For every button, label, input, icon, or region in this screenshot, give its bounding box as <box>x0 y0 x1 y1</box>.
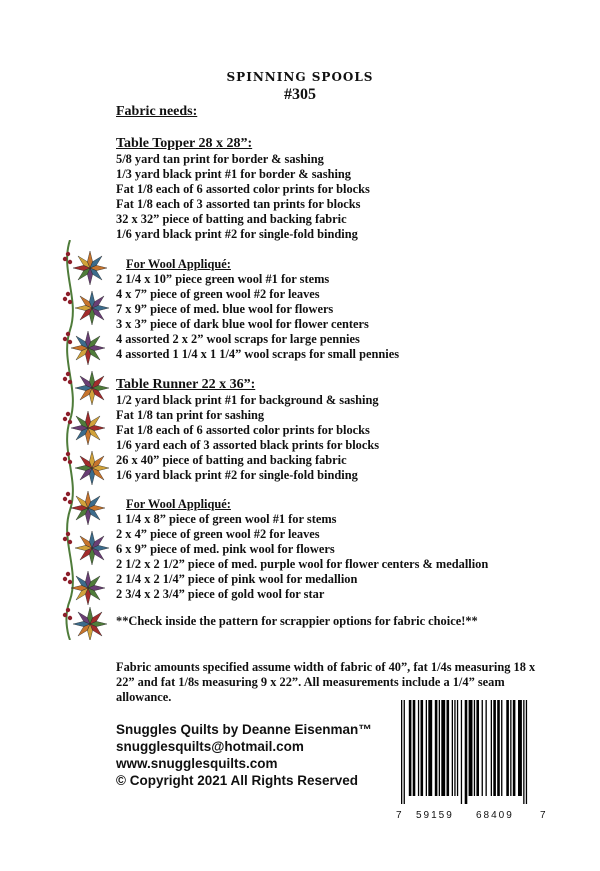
runner-wool-item: 1 1/4 x 8” piece of green wool #1 for stems <box>116 512 337 526</box>
topper-item: 1/3 yard black print #1 for border & sashing <box>116 167 351 181</box>
barcode-bar <box>454 700 455 796</box>
runner-item: 26 x 40” piece of batting and backing fabric <box>116 453 347 467</box>
barcode-bar <box>491 700 492 796</box>
barcode <box>395 700 547 808</box>
star-block-icon <box>71 491 105 525</box>
barcode-bar <box>401 700 402 804</box>
berry-icon <box>68 500 72 504</box>
barcode-bar <box>426 700 427 796</box>
barcode-bar <box>461 700 462 804</box>
topper-item: 1/6 yard black print #2 for single-fold binding <box>116 227 358 241</box>
contact-email[interactable]: snugglesquilts@hotmail.com <box>116 739 304 754</box>
star-block-icon <box>75 291 109 325</box>
barcode-bar <box>518 700 522 796</box>
topper-wool-item: 4 assorted 1 1/4 x 1 1/4” wool scraps for small pennies <box>116 347 400 361</box>
berry-icon <box>66 532 70 536</box>
berry-icon <box>68 340 72 344</box>
barcode-bar <box>435 700 438 796</box>
star-block-icon <box>73 607 107 640</box>
barcode-bar <box>526 700 527 804</box>
runner-wool-item: 6 x 9” piece of med. pink wool for flowers <box>116 542 335 556</box>
berry-icon <box>63 297 67 301</box>
berry-icon <box>68 260 72 264</box>
berry-icon <box>66 372 70 376</box>
berry-icon <box>68 540 72 544</box>
berry-icon <box>66 332 70 336</box>
barcode-bar <box>476 700 479 796</box>
berry-icon <box>68 300 72 304</box>
barcode-bar <box>506 700 509 796</box>
runner-wool-item: 2 3/4 x 2 3/4” piece of gold wool for star <box>116 587 325 601</box>
berry-icon <box>68 580 72 584</box>
berry-icon <box>63 377 67 381</box>
berry-icon <box>66 572 70 576</box>
runner-wool-item: 2 x 4” piece of green wool #2 for leaves <box>116 527 320 541</box>
barcode-bar <box>457 700 458 796</box>
website-link[interactable]: www.snugglesquilts.com <box>116 756 278 771</box>
berry-icon <box>63 457 67 461</box>
star-block-icon <box>73 251 107 285</box>
berry-icon <box>63 537 67 541</box>
fabric-note: Fabric amounts specified assume width of fabric of 40”, fat 1/4s measuring 18 x 22” and fat 1/8s measuring 9 x 22”. All measurements include a 1/4” seam allowance. <box>116 660 536 704</box>
barcode-bar <box>474 700 475 796</box>
barcode-bar <box>418 700 419 796</box>
scrappier-note: **Check inside the pattern for scrappier options for fabric choice!** <box>116 614 478 628</box>
berry-icon <box>68 616 72 620</box>
star-block-icon <box>71 571 105 605</box>
berry-icon <box>66 492 70 496</box>
runner-item: Fat 1/8 tan print for sashing <box>116 408 265 422</box>
pattern-title: SPINNING SPOOLS <box>226 70 374 84</box>
star-block-icon <box>71 411 105 445</box>
brand-name: Snuggles Quilts by Deanne Eisenman™ <box>116 722 372 737</box>
berry-icon <box>68 460 72 464</box>
berry-icon <box>66 252 70 256</box>
barcode-bar <box>501 700 502 796</box>
barcode-bar <box>441 700 445 796</box>
topper-item: Fat 1/8 each of 3 assorted tan prints for blocks <box>116 197 361 211</box>
berry-icon <box>66 412 70 416</box>
barcode-bar <box>493 700 496 796</box>
barcode-bar <box>510 700 511 796</box>
pattern-number: #305 <box>284 86 316 103</box>
berry-icon <box>66 608 70 612</box>
barcode-digits-left: 59159 <box>416 810 454 821</box>
topper-item: 5/8 yard tan print for border & sashing <box>116 152 324 166</box>
runner-item: Fat 1/8 each of 6 assorted color prints for blocks <box>116 423 370 437</box>
fabric-needs-label: Fabric needs: <box>116 104 198 119</box>
barcode-bar <box>404 700 405 804</box>
berry-icon <box>63 417 67 421</box>
barcode-bar <box>409 700 412 796</box>
barcode-bar <box>523 700 524 804</box>
barcode-bar <box>497 700 500 796</box>
berry-icon <box>66 452 70 456</box>
runner-item: 1/6 yard each of 3 assorted black prints for blocks <box>116 438 380 452</box>
topper-wool-item: 4 assorted 2 x 2” wool scraps for large pennies <box>116 332 360 346</box>
berry-icon <box>63 337 67 341</box>
star-block-icon <box>75 531 109 565</box>
runner-item: 1/2 yard black print #1 for background & sashing <box>116 393 379 407</box>
barcode-digit-last: 7 <box>540 810 546 821</box>
star-vine-border <box>58 240 114 640</box>
berry-icon <box>68 420 72 424</box>
barcode-bar <box>439 700 440 796</box>
star-block-icon <box>75 371 109 405</box>
berry-icon <box>63 577 67 581</box>
barcode-bar <box>513 700 516 796</box>
barcode-bar <box>421 700 424 796</box>
runner-wool-item: 2 1/2 x 2 1/2” piece of med. purple wool for flower centers & medallion <box>116 557 489 571</box>
barcode-bar <box>469 700 473 796</box>
topper-wool-heading: For Wool Appliqué: <box>126 257 231 271</box>
copyright-notice: © Copyright 2021 All Rights Reserved <box>116 773 359 788</box>
barcode-bar <box>428 700 432 796</box>
barcode-bar <box>447 700 450 796</box>
barcode-bar <box>486 700 487 796</box>
topper-wool-item: 4 x 7” piece of green wool #2 for leaves <box>116 287 320 301</box>
barcode-bar <box>452 700 453 796</box>
barcode-bar <box>413 700 416 796</box>
berry-icon <box>66 292 70 296</box>
barcode-digits-right: 68409 <box>476 810 514 821</box>
topper-item: Fat 1/8 each of 6 assorted color prints for blocks <box>116 182 370 196</box>
star-block-icon <box>75 451 109 485</box>
berry-icon <box>63 613 67 617</box>
runner-item: 1/6 yard black print #2 for single-fold binding <box>116 468 358 482</box>
barcode-bar <box>482 700 483 796</box>
table-runner-heading: Table Runner 22 x 36”: <box>116 377 256 392</box>
berry-icon <box>63 257 67 261</box>
topper-wool-item: 3 x 3” piece of dark blue wool for flower centers <box>116 317 369 331</box>
runner-wool-item: 2 1/4 x 2 1/4” piece of pink wool for medallion <box>116 572 358 586</box>
berry-icon <box>68 380 72 384</box>
topper-wool-item: 2 1/4 x 10” piece green wool #1 for stems <box>116 272 330 286</box>
topper-item: 32 x 32” piece of batting and backing fabric <box>116 212 347 226</box>
berry-icon <box>63 497 67 501</box>
barcode-digit-first: 7 <box>396 810 402 821</box>
star-block-icon <box>71 331 105 365</box>
barcode-bar <box>465 700 468 804</box>
topper-wool-item: 7 x 9” piece of med. blue wool for flowers <box>116 302 334 316</box>
table-topper-heading: Table Topper 28 x 28”: <box>116 136 253 151</box>
runner-wool-heading: For Wool Appliqué: <box>126 497 231 511</box>
